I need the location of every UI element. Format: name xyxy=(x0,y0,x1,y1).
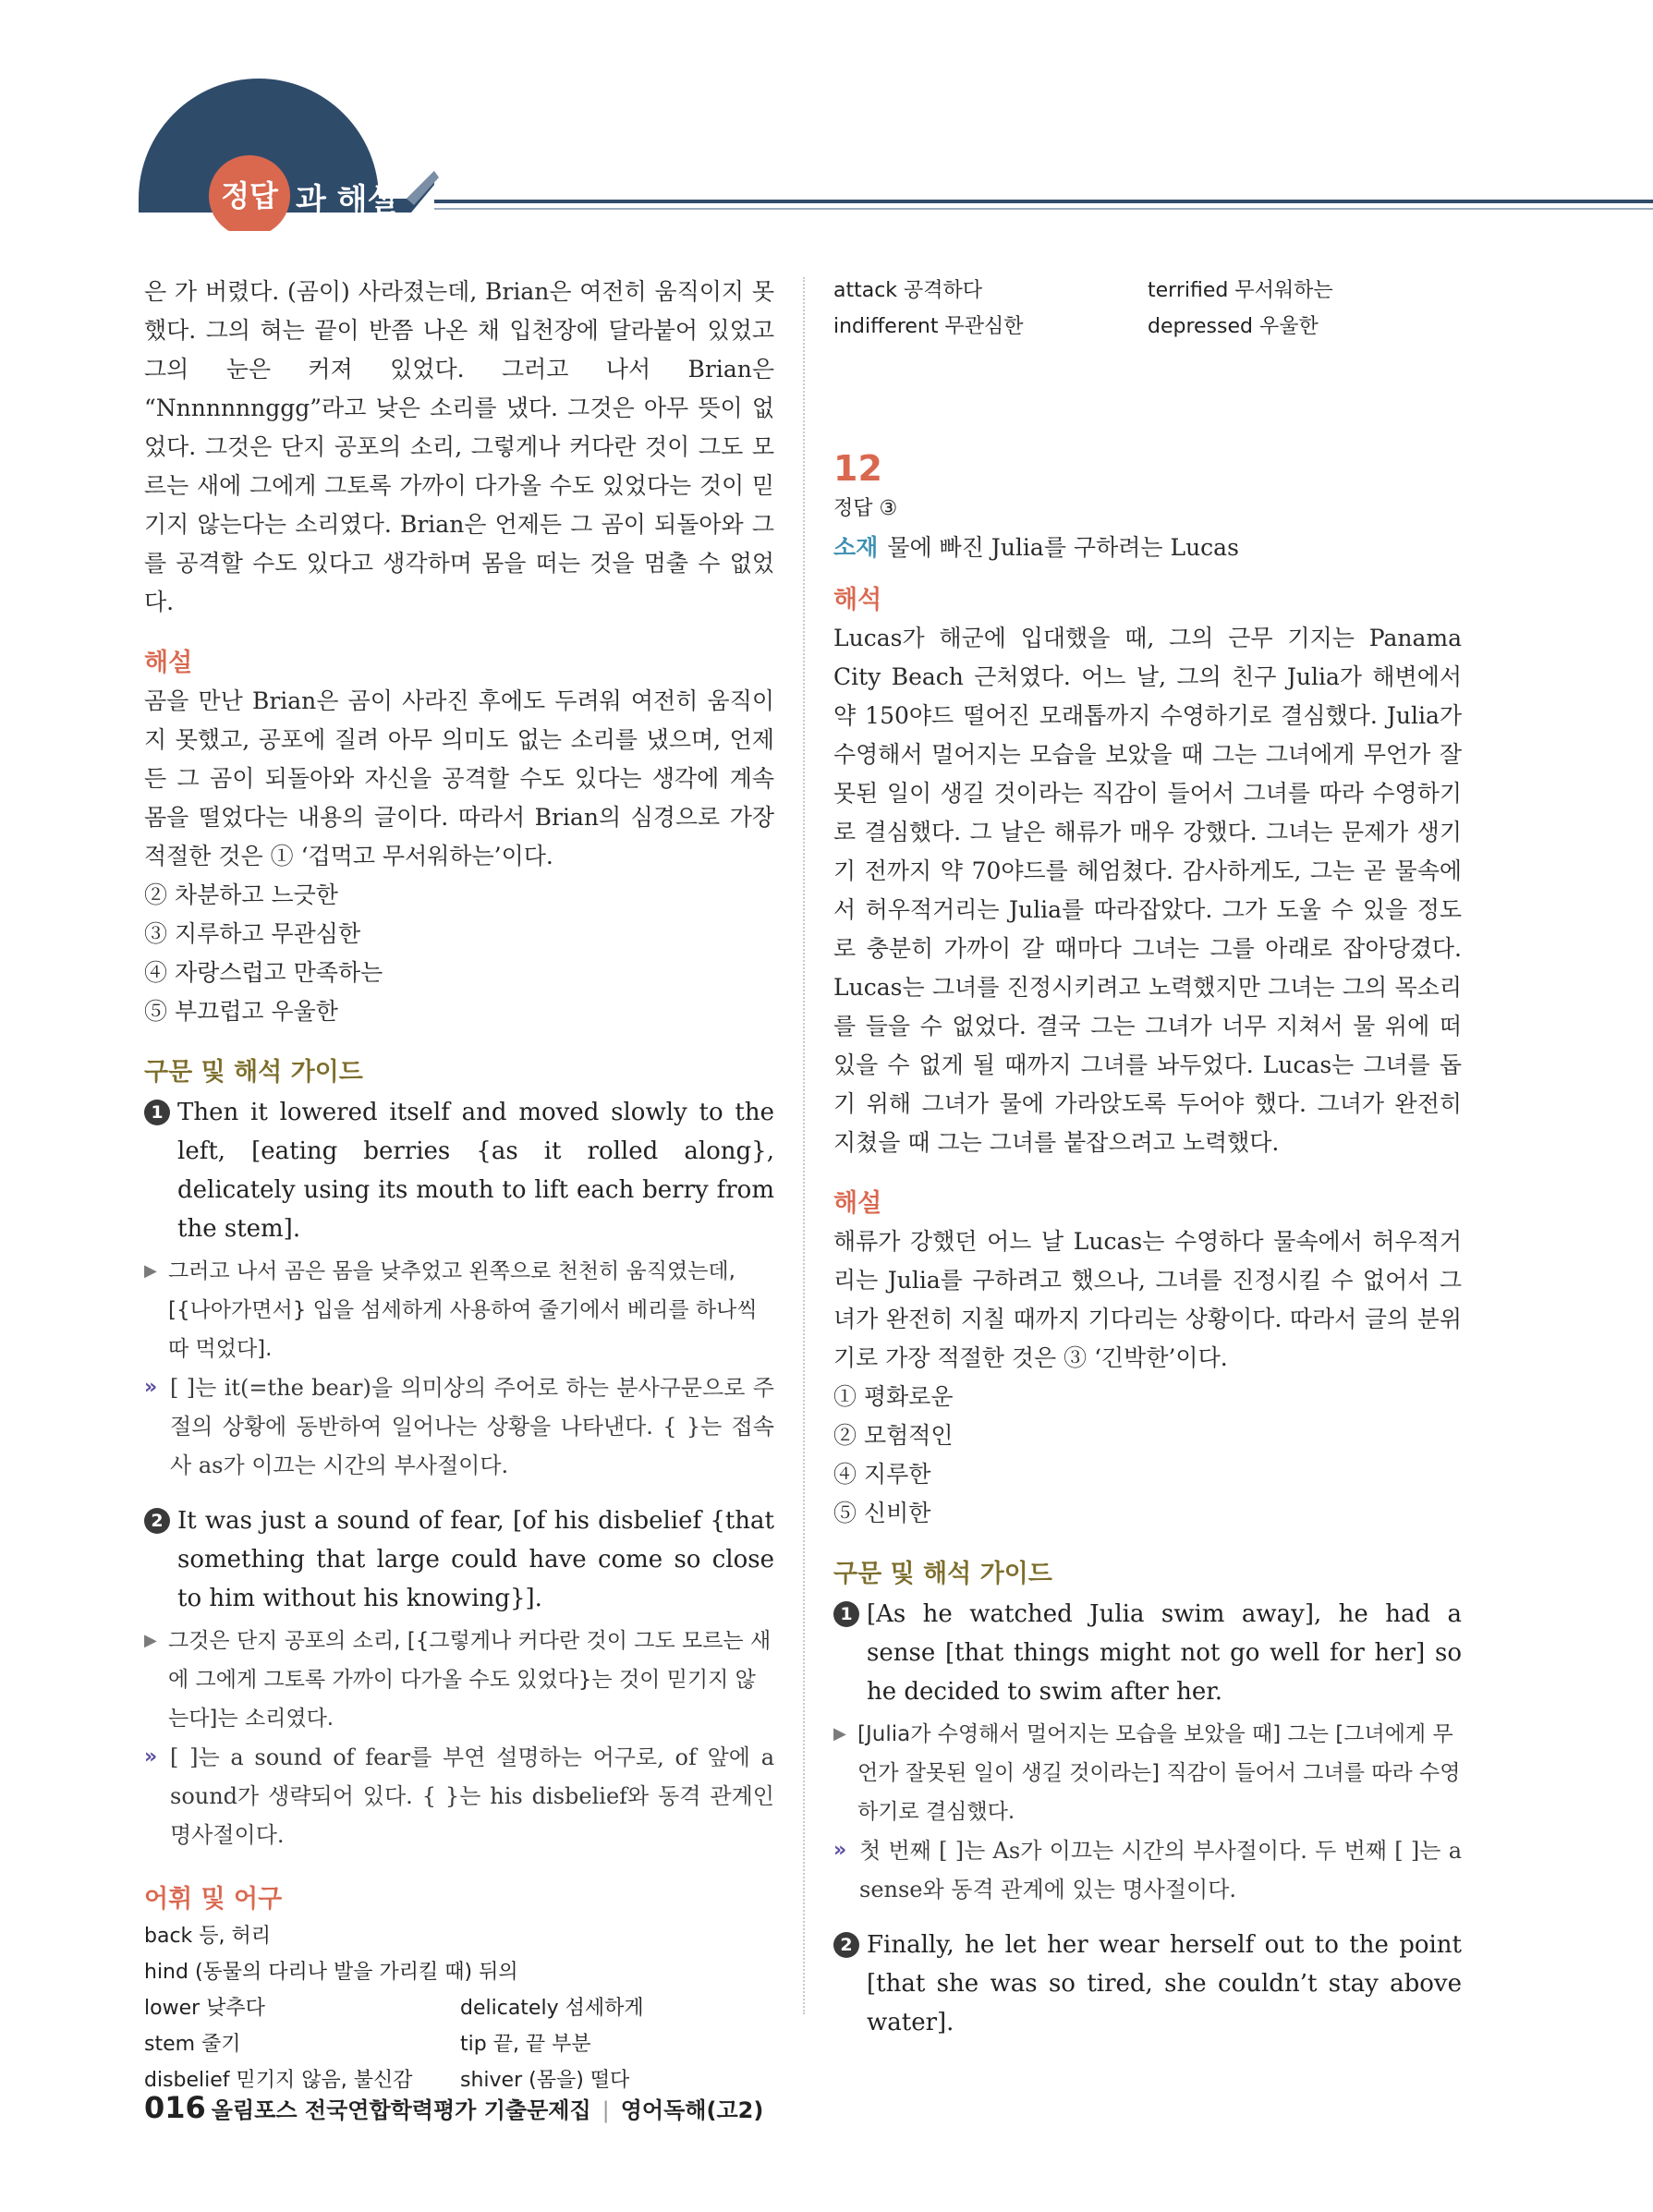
page-header xyxy=(0,0,1653,231)
subject-title: 영어독해(고2) xyxy=(620,2097,764,2123)
double-arrow-icon: » xyxy=(144,1745,158,1768)
triangle-icon: ▶ xyxy=(144,1631,157,1650)
vocab-item: disbelief 믿기지 않음, 불신감 xyxy=(144,2069,413,2092)
right-column xyxy=(833,273,1462,2042)
guide-title: 구문 및 해석 가이드 xyxy=(144,1058,363,1087)
option-item: ② 차분하고 느긋한 xyxy=(144,881,338,908)
guide-translation-text: 그러고 나서 곰은 몸을 낮추었고 왼쪽으로 천천히 움직였는데, [{나아가면서} 입을 섬세하게 사용하여 줄기에서 베리를 하나씩 따 먹었다]. xyxy=(168,1259,758,1361)
double-arrow-icon: » xyxy=(833,1839,847,1862)
guide-note-2 xyxy=(144,1738,774,1854)
haeseol-title: 해설 xyxy=(144,649,193,677)
haeseok-title: 해석 xyxy=(833,586,882,614)
header-graphic xyxy=(0,0,1653,231)
vocab-item: indifferent 무관심한 xyxy=(833,315,1024,338)
option-item: ④ 지루한 xyxy=(833,1461,931,1488)
option-item: ④ 자랑스럽고 만족하는 xyxy=(144,959,383,986)
vocab-grid xyxy=(144,1918,774,2098)
guide-translation-1 xyxy=(144,1252,774,1368)
vocab-item xyxy=(460,1918,774,1954)
question-number: 12 xyxy=(833,448,882,489)
page-footer xyxy=(144,2090,763,2125)
guide-note-1 xyxy=(144,1368,774,1485)
guide-sentence-text: Then it lowered itself and moved slowly to the left, [eating berries {as it rolled along}, delicately using its mouth to lift each berry from the stem]. xyxy=(177,1099,774,1243)
haeseol-title: 해설 xyxy=(833,1189,882,1218)
guide-translation-text: [Julia가 수영해서 멀어지는 모습을 보았을 때] 그는 [그녀에게 무언가 잘못된 일이 생길 것이라는] 직감이 들어서 그녀를 따라 수영하기로 결심했다. xyxy=(857,1722,1461,1824)
option-item: ③ 지루하고 무관심한 xyxy=(144,920,361,947)
guide-title: 구문 및 해석 가이드 xyxy=(833,1560,1052,1588)
guide-sentence-text: Finally, he let her wear herself out to the point [that she was so tired, she couldn’t stay above water]. xyxy=(867,1931,1462,2036)
option-item: ② 모험적인 xyxy=(833,1422,954,1449)
vocab-item: attack 공격하다 xyxy=(833,279,983,302)
book-title: 올림포스 전국연합학력평가 기출문제집 xyxy=(211,2097,591,2123)
answer-line: 정답 ③ xyxy=(833,497,898,520)
vocab-item: tip 끝, 끝 부분 xyxy=(460,2033,591,2056)
guide-sentence-2 xyxy=(833,1926,1462,2042)
haeseol-text: 곰을 만난 Brian은 곰이 사라진 후에도 두려워 여전히 움직이지 못했고, 공포에 질려 아무 의미도 없는 소리를 냈으며, 언제든 그 곰이 되돌아와 자신을 공격할 수도 있다는 생각에 계속 몸을 떨었다는 내용의 글이다. 따라서 Brian의 심경으로 가장 적절한 것은 ① ‘겁먹고 무서워하는’이다. xyxy=(144,687,774,869)
vocab-item: depressed 우울한 xyxy=(1148,315,1319,338)
guide-note-text: [ ]는 a sound of fear를 부연 설명하는 어구로, of 앞에 a sound가 생략되어 있다. { }는 his disbelief와 동격 관계인 명사절이다. xyxy=(170,1744,774,1848)
vocab-item: delicately 섬세하게 xyxy=(460,1997,644,2020)
header-badge: 정답 xyxy=(221,178,278,213)
page-number: 016 xyxy=(144,2090,206,2125)
option-list xyxy=(144,876,774,1031)
translation-continued: 은 가 버렸다. (곰이) 사라졌는데, Brian은 여전히 움직이지 못했다. 그의 혀는 끝이 반쯤 나온 채 입천장에 달라붙어 있었고 그의 눈은 커져 있었다. 그러고 나서 Brian은 “Nnnnnnnggg”라고 낮은 소리를 냈다. 그것은 아무 뜻이 없었다. 그것은 단지 공포의 소리, 그렇게나 커다란 것이 그도 모르는 새에 그에게 그토록 가까이 다가올 수도 있었다는 것이 믿기지 않는다는 소리였다. Brian은 언제든 그 곰이 되돌아와 그를 공격할 수도 있다고 생각하며 몸을 떠는 것을 멈출 수 없었다. xyxy=(144,278,774,615)
guide-sentence-text: It was just a sound of fear, [of his disbelief {that something that large could have come so close to him without his knowing}]. xyxy=(177,1507,774,1612)
number-badge: 2 xyxy=(144,1508,170,1534)
column-divider xyxy=(803,277,805,2014)
guide-translation-2 xyxy=(144,1622,774,1738)
guide-note-1 xyxy=(833,1831,1462,1909)
number-badge: 1 xyxy=(833,1601,859,1627)
vocab-item: terrified 무서워하는 xyxy=(1148,279,1333,302)
option-item: ⑤ 신비한 xyxy=(833,1500,931,1526)
triangle-icon: ▶ xyxy=(144,1261,157,1281)
option-list xyxy=(833,1378,1462,1533)
vocab-item: shiver (몸을) 떨다 xyxy=(460,2069,630,2092)
number-badge: 1 xyxy=(144,1100,170,1125)
vocab-item: stem 줄기 xyxy=(144,2033,241,2056)
topic-text: 물에 빠진 Julia를 구하려는 Lucas xyxy=(887,534,1239,561)
triangle-icon: ▶ xyxy=(833,1724,846,1744)
header-title: 과 해설 xyxy=(296,182,398,219)
footer-separator: | xyxy=(602,2097,610,2123)
guide-sentence-text: [As he watched Julia swim away], he had a sense [that things might not go well for her] so he decided to swim after her. xyxy=(867,1600,1462,1706)
option-item: ⑤ 부끄럽고 우울한 xyxy=(144,998,338,1025)
vocab-item: lower 낮추다 xyxy=(144,1997,265,2020)
topic-line xyxy=(833,528,1462,568)
haeseok-text: Lucas가 해군에 입대했을 때, 그의 근무 기지는 Panama City Beach 근처였다. 어느 날, 그의 친구 Julia가 해변에서 약 150야드 떨어진 모래톱까지 수영하기로 결심했다. Julia가 수영해서 멀어지는 모습을 보았을 때 그는 그녀에게 무언가 잘못된 일이 생길 것이라는 직감이 들어서 그녀를 따라 수영하기로 결심했다. 그 날은 해류가 매우 강했다. 그녀는 문제가 생기기 전까지 약 70야드를 헤엄쳤다. 감사하게도, 그는 곧 물속에서 허우적거리는 Julia를 따라잡았다. 그가 도울 수 있을 정도로 충분히 가까이 갈 때마다 그녀는 그를 아래로 잡아당겼다. Lucas는 그녀를 진정시키려고 노력했지만 그녀는 그의 목소리를 들을 수 없었다. 결국 그는 그녀가 너무 지쳐서 물 위에 떠 있을 수 없게 될 때까지 그녀를 놔두었다. Lucas는 그녀를 돕기 위해 그녀가 물에 가라앉도록 두어야 했다. 그녀가 완전히 지쳤을 때 그는 그녀를 붙잡으려고 노력했다. xyxy=(833,625,1462,1156)
guide-sentence-1 xyxy=(144,1093,774,1248)
guide-sentence-1 xyxy=(833,1595,1462,1711)
topic-label: 소재 xyxy=(833,534,879,561)
vocab-item: back 등, 허리 xyxy=(144,1925,272,1948)
guide-note-text: [ ]는 it(=the bear)을 의미상의 주어로 하는 분사구문으로 주절의 상황에 동반하여 일어나는 상황을 나타낸다. { }는 접속사 as가 이끄는 시간의 부사절이다. xyxy=(170,1375,774,1478)
vocab-grid-top xyxy=(833,273,1462,345)
guide-translation-1 xyxy=(833,1715,1462,1831)
guide-translation-text: 그것은 단지 공포의 소리, [{그렇게나 커다란 것이 그도 모르는 새에 그에게 그토록 가까이 다가올 수도 있었다}는 것이 믿기지 않는다]는 소리였다. xyxy=(168,1629,772,1731)
vocab-title: 어휘 및 어구 xyxy=(144,1885,283,1914)
double-arrow-icon: » xyxy=(144,1376,158,1399)
vocab-item: hind (동물의 다리나 발을 가리킬 때) 뒤의 xyxy=(144,1961,518,1984)
haeseol-text: 해류가 강했던 어느 날 Lucas는 수영하다 물속에서 허우적거리는 Julia를 구하려고 했으나, 그녀를 진정시킬 수 없어서 그녀가 완전히 지칠 때까지 기다리는 상황이다. 따라서 글의 분위기로 가장 적절한 것은 ③ ‘긴박한’이다. xyxy=(833,1228,1462,1371)
option-item: ① 평화로운 xyxy=(833,1383,954,1410)
left-column xyxy=(144,273,774,2098)
guide-sentence-2 xyxy=(144,1501,774,1618)
number-badge: 2 xyxy=(833,1932,859,1958)
guide-note-text: 첫 번째 [ ]는 As가 이끄는 시간의 부사절이다. 두 번째 [ ]는 a sense와 동격 관계에 있는 명사절이다. xyxy=(859,1838,1462,1902)
